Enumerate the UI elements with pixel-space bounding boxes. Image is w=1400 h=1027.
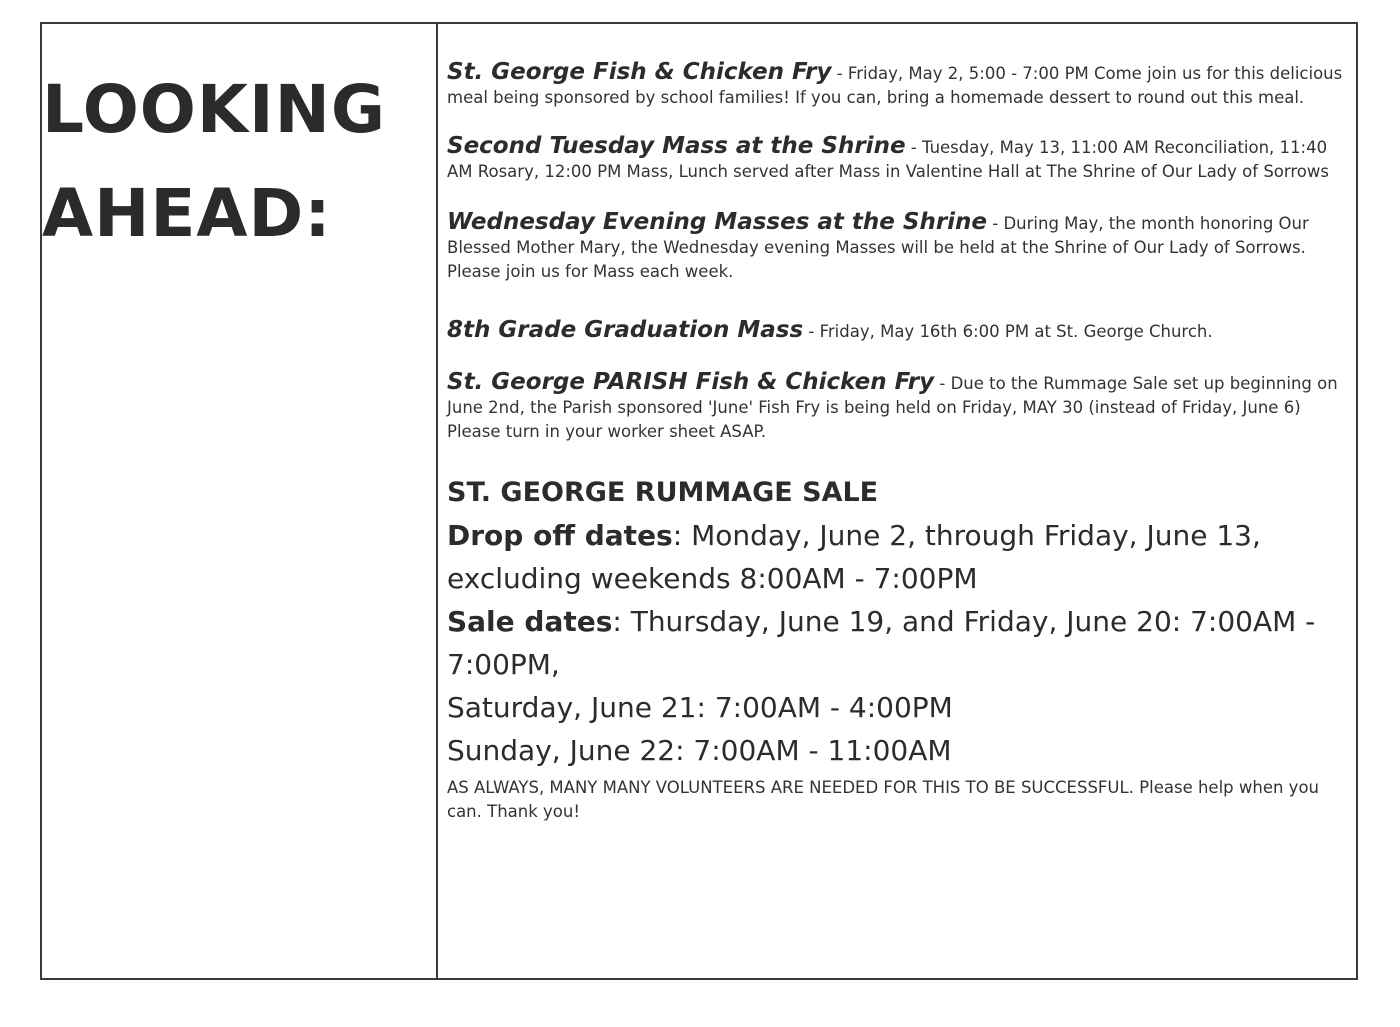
sunday-hours: Sunday, June 22: 7:00AM - 11:00AM xyxy=(447,734,952,767)
dropoff-label: Drop off dates xyxy=(447,519,673,552)
event-details: - Tuesday, May 13, 11:00 AM Reconciliation, 11:40 AM Rosary, 12:00 PM Mass, Lunch served after Mass in Valentine Hall at The Shrine of Our Lady of Sorrows xyxy=(447,138,1329,181)
volunteer-note: AS ALWAYS, MANY MANY VOLUNTEERS ARE NEEDED FOR THIS TO BE SUCCESSFUL. Please help when you can. Thank you! xyxy=(447,778,1319,821)
event-name: St. George PARISH Fish & Chicken Fry xyxy=(447,369,935,395)
event-details: - Friday, May 2, 5:00 - 7:00 PM Come join us for this delicious meal being sponsored by school families! If you can, bring a homemade dessert to round out this meal. xyxy=(447,64,1343,107)
event-graduation-mass xyxy=(447,318,1345,344)
page-title xyxy=(42,58,386,266)
event-fish-fry xyxy=(447,60,1345,110)
event-wednesday-masses xyxy=(447,210,1345,284)
sale-label: Sale dates xyxy=(447,605,613,638)
saturday-hours: Saturday, June 21: 7:00AM - 4:00PM xyxy=(447,691,953,724)
event-details: - Friday, May 16th 6:00 PM at St. George Church. xyxy=(803,322,1213,341)
column-divider xyxy=(436,22,438,980)
event-details: - Due to the Rummage Sale set up beginning on June 2nd, the Parish sponsored 'June' Fish Fry is being held on Friday, MAY 30 (instead of Friday, June 6) Please turn in your worker sheet ASAP. xyxy=(447,374,1338,441)
event-name: Second Tuesday Mass at the Shrine xyxy=(447,133,906,159)
events-column xyxy=(447,60,1345,824)
sale-dates xyxy=(447,600,1345,686)
event-parish-fish-fry xyxy=(447,370,1345,444)
event-details: - During May, the month honoring Our Blessed Mother Mary, the Wednesday evening Masses will be held at the Shrine of Our Lady of Sorrows. Please join us for Mass each week. xyxy=(447,214,1309,281)
title-line-2: AHEAD: xyxy=(42,175,332,252)
rummage-sale-title: ST. GEORGE RUMMAGE SALE xyxy=(447,477,879,508)
sale-text: : Thursday, June 19, and Friday, June 20: 7:00AM - 7:00PM, xyxy=(447,605,1316,681)
dropoff-dates xyxy=(447,514,1345,600)
event-name: Wednesday Evening Masses at the Shrine xyxy=(447,209,988,235)
dropoff-text: : Monday, June 2, through Friday, June 13, excluding weekends 8:00AM - 7:00PM xyxy=(447,519,1261,595)
event-tuesday-mass xyxy=(447,134,1345,184)
event-name: St. George Fish & Chicken Fry xyxy=(447,59,832,85)
rummage-sale-section xyxy=(447,472,1345,824)
event-name: 8th Grade Graduation Mass xyxy=(447,317,804,343)
title-line-1: LOOKING xyxy=(42,71,387,148)
